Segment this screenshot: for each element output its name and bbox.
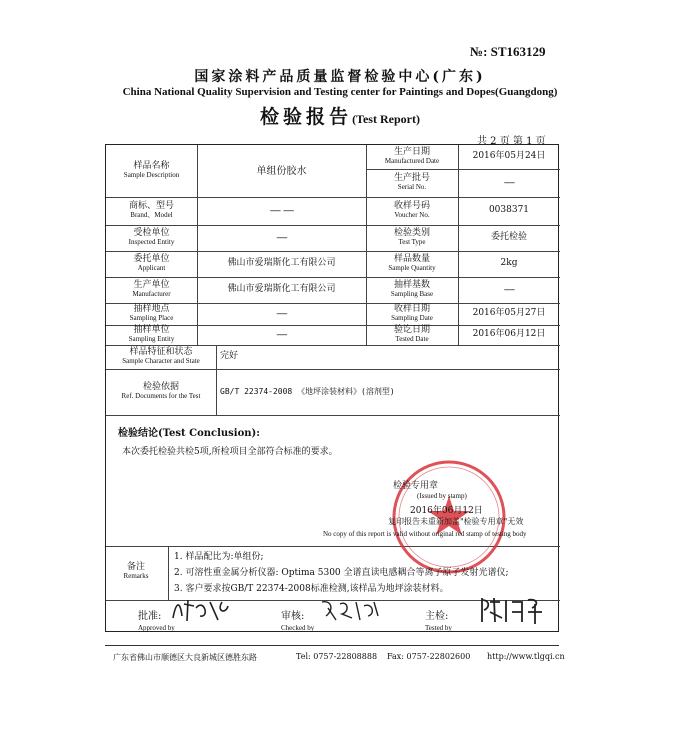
footer-divider [105,645,559,646]
checked-by: 审核: Checked by [281,611,315,632]
tested-date-label: 验讫日期 Tested Date [393,325,430,344]
sample-character-label: 样品特征和状态 Sample Character and State [122,347,200,366]
tested-date-value: 2016年06月12日 [472,329,546,340]
sampling-base-label: 抽样基数 Sampling Base [390,280,434,299]
sampling-date-value: 2016年05月27日 [472,308,546,319]
stamp-date: 2016年06月12日 [410,506,483,516]
copy-validity-note-cn: 复印报告未重新加盖"检验专用章"无效 [388,517,524,526]
applicant-value: 佛山市爱瑞斯化工有限公司 [227,258,336,269]
institution-title-en: China National Quality Supervision and Testing center for Paintings and Dopes(Guangdong) [122,86,558,98]
sample-quantity-value: 2kg [500,258,518,269]
remark-line-2: 2. 可溶性重金属分析仪器: Optima 5300 全谱直读电感耦合等离子原子发射光谱仪; [174,568,509,578]
serial-no-label: 生产批号 Serial No. [393,173,430,192]
voucher-no-value: 0038371 [488,205,530,216]
checker-signature [318,596,382,624]
approver-signature [170,596,232,624]
brand-model-label: 商标、型号 Brand、Model [128,201,174,220]
report-number: №: ST163129 [470,44,546,59]
manufacturer-label: 生产单位 Manufacturer [132,280,171,299]
stamp-label: 检验专用章 [393,481,439,491]
brand-model-value: ------ ------ [269,205,294,215]
footer-address: 广东省佛山市顺德区大良新城区德胜东路 [113,653,257,662]
report-title-cn: 检验报告 [260,106,353,128]
tested-by: 主检: Tested by [425,611,452,632]
report-title-en: (Test Report) [352,112,420,126]
sampling-base-value: ------ [503,284,515,294]
conclusion-label: 检验结论(Test Conclusion): [118,428,260,439]
footer-fax: Fax: 0757-22802600 [387,652,471,661]
sample-character-value: 完好 [220,351,239,362]
voucher-no-label: 收样号码 Voucher No. [393,201,430,220]
inspected-entity-label: 受检单位 Inspected Entity [128,228,175,247]
test-type-label: 检验类别 Test Type [393,228,430,247]
sample-description-label: 样品名称 Sample Description [123,161,180,180]
footer-website: http://www.tlgqi.cn [487,652,565,661]
sample-quantity-label: 样品数量 Sample Quantity [388,254,436,273]
footer-tel: Tel: 0757-22808888 [296,652,378,661]
serial-no-value: ------ [503,177,515,187]
sample-description-value: 单组份胶水 [256,165,307,177]
tester-signature [478,594,548,626]
conclusion-text: 本次委托检验共检5项,所检项目全部符合标准的要求。 [122,447,338,457]
approved-by: 批准: Approved by [138,611,175,632]
remarks-label: 备注 Remarks [123,562,149,581]
copy-validity-note-en: No copy of this report is valid without original red stamp of testing body [323,530,527,538]
remark-line-3: 3. 客户要求按GB/T 22374-2008标准检测,该样品为地坪涂装材料。 [174,584,449,594]
ref-documents-value: GB/T 22374-2008 《地坪涂装材料》(溶剂型) [220,386,395,396]
institution-title-cn: 国家涂料产品质量监督检验中心(广东) [194,69,486,85]
manufactured-date-label: 生产日期 Manufactured Date [384,147,440,166]
issued-by-stamp: (Issued by stamp) [417,492,467,500]
manufacturer-value: 佛山市爱瑞斯化工有限公司 [227,284,336,295]
applicant-label: 委托单位 Applicant [133,254,170,273]
sampling-entity-label: 抽样单位 Sampling Entity [128,325,175,344]
sampling-place-label: 抽样地点 Sampling Place [129,304,174,323]
sampling-entity-value: ------ [276,329,287,339]
manufactured-date-value: 2016年05月24日 [472,151,546,162]
page-info: 共 2 页 第 1 页 [477,136,546,147]
inspected-entity-value: ------ [276,232,287,242]
remark-line-1: 1. 样品配比为:单组份; [174,552,264,562]
test-type-value: 委托检验 [490,232,527,243]
ref-documents-label: 检验依据 Ref. Documents for the Test [121,382,201,401]
sampling-date-label: 收样日期 Sampling Date [391,304,433,323]
sampling-place-value: ------ [276,308,287,318]
report-title [0,102,680,129]
